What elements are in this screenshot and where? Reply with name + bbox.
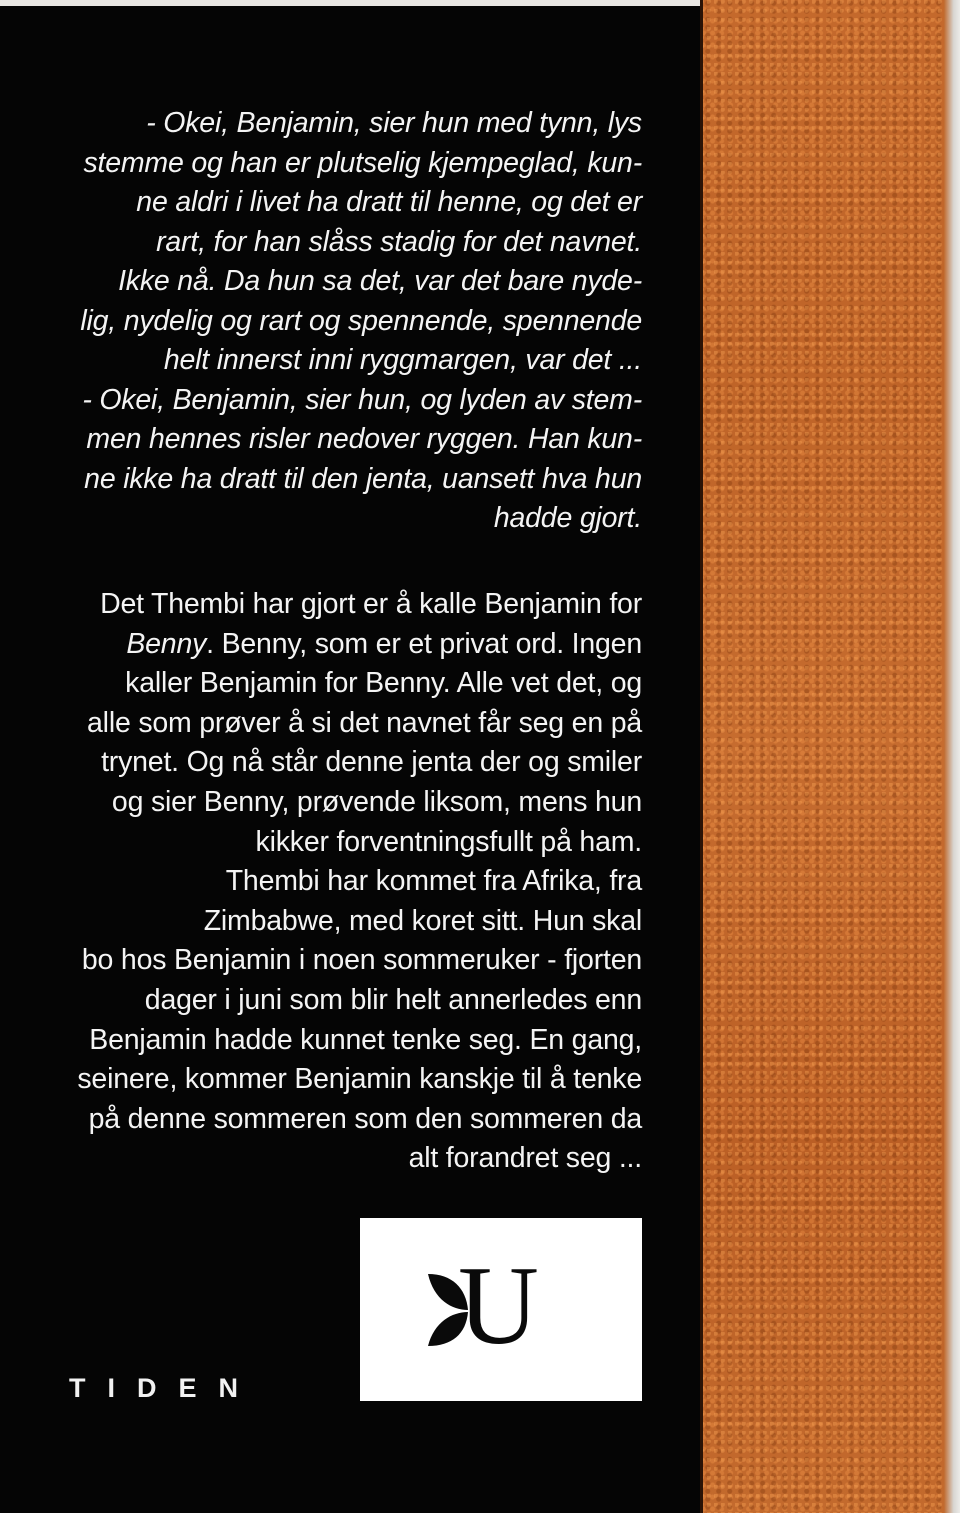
orange-spine-strip — [700, 0, 960, 1513]
blurb-line: bo hos Benjamin i noen sommeruker - fjorten — [81, 944, 642, 977]
blurb-emphasis: Benny — [126, 627, 207, 660]
blurb-line: alt forandret seg ... — [408, 1142, 642, 1175]
excerpt-line: - Okei, Benjamin, sier hun med tynn, lys — [146, 107, 642, 139]
blurb-line: kaller Benjamin for Benny. Alle vet det, og — [125, 667, 642, 700]
blurb-line: seinere, kommer Benjamin kanskje til å tenke — [77, 1063, 642, 1096]
blurb-line: dager i juni som blir helt annerledes enn — [144, 983, 642, 1016]
blurb-line: kikker forventningsfullt på ham. — [255, 825, 642, 858]
cover-right-edge — [944, 0, 960, 1513]
blurb-line: Thembi har kommet fra Afrika, fra — [225, 865, 642, 898]
blurb-line: og sier Benny, prøvende liksom, mens hun — [111, 785, 642, 818]
excerpt-line: helt innerst inni ryggmargen, var det ... — [163, 344, 642, 376]
excerpt-line: lig, nydelig og rart og spennende, spennende — [80, 304, 642, 337]
excerpt-line: stemme og han er plutselig kjempeglad, kun- — [83, 146, 642, 179]
excerpt-line: ne ikke ha dratt til den jenta, uansett hva hun — [84, 462, 642, 495]
blurb-line: Det Thembi har gjort er å kalle Benjamin for — [100, 588, 642, 620]
excerpt-line: ne aldri i livet ha dratt til henne, og det er — [136, 186, 642, 218]
logo-letter: U — [458, 1244, 539, 1368]
blurb-line: Benjamin hadde kunnet tenke seg. En gang, — [89, 1023, 642, 1056]
blurb-line: trynet. Og nå står denne jenta der og smiler — [101, 746, 642, 779]
spine-divider — [700, 0, 703, 1513]
excerpt-line: Ikke nå. Da hun sa det, var det bare nyde- — [118, 265, 642, 297]
blurb-text — [60, 585, 642, 1179]
excerpt-quote — [60, 104, 642, 539]
blurb-line — [60, 625, 642, 665]
excerpt-line: - Okei, Benjamin, sier hun, og lyden av stem- — [82, 383, 642, 416]
excerpt-line: rart, for han slåss stadig for det navnet. — [156, 225, 642, 258]
excerpt-line: men hennes risler nedover ryggen. Han kun- — [86, 423, 642, 455]
blurb-line: Zimbabwe, med koret sitt. Hun skal — [203, 904, 642, 937]
publisher-name: TIDEN — [69, 1373, 260, 1403]
excerpt-line: hadde gjort. — [493, 502, 642, 534]
blurb-line-rest: . Benny, som er et privat ord. Ingen — [206, 627, 642, 660]
blurb-line: alle som prøver å si det navnet får seg en på — [87, 706, 642, 739]
blurb-line: på denne sommeren som den sommeren da — [88, 1102, 642, 1135]
